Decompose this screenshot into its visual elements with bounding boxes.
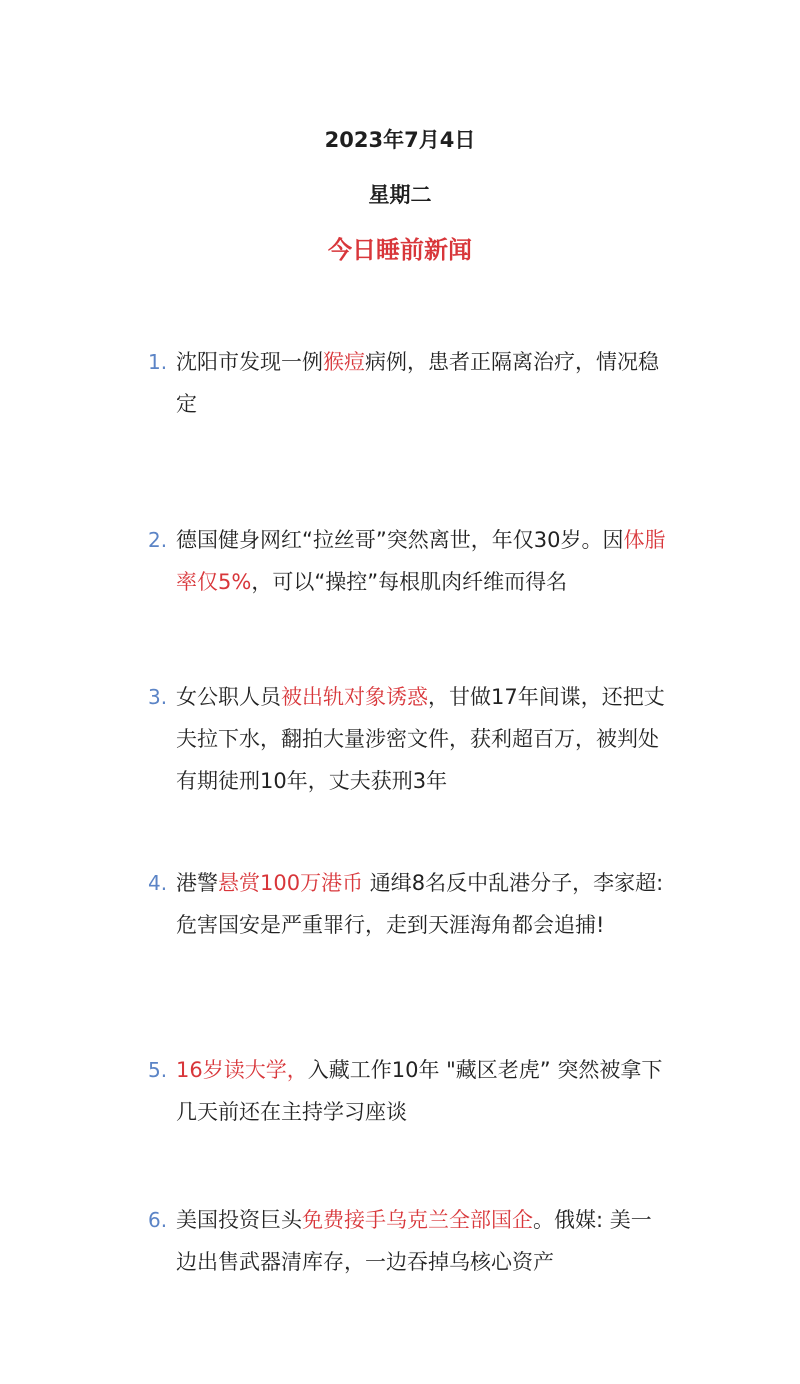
- news-number: 5.: [148, 1058, 168, 1082]
- news-text-segment: 美国投资巨头: [176, 1208, 302, 1232]
- weekday-heading: 星期二: [368, 183, 432, 207]
- news-number: 1.: [148, 350, 168, 374]
- news-number: 4.: [148, 871, 168, 895]
- news-highlight: 被出轨对象诱惑: [281, 685, 428, 709]
- news-text-segment: 。俄媒: 美一边出售武器清库存，一边吞掉乌核心资产: [176, 1208, 652, 1274]
- news-text-segment: 女公职人员: [176, 685, 281, 709]
- news-highlight: 体脂率仅5%: [176, 528, 666, 594]
- news-text: [176, 519, 668, 603]
- news-text: [176, 1199, 668, 1283]
- news-item-1: [148, 341, 668, 425]
- news-number: 6.: [148, 1208, 168, 1232]
- news-text-segment: 沈阳市发现一例: [176, 350, 323, 374]
- page-title: 今日睡前新闻: [328, 236, 472, 264]
- news-number: 3.: [148, 685, 168, 709]
- news-text-segment: ，可以“操控”每根肌肉纤维而得名: [251, 570, 568, 594]
- news-text-segment: ，甘做17年间谍，还把丈夫拉下水，翻拍大量涉密文件，获利超百万，被判处有期徒刑10年，丈夫获刑3年: [176, 685, 665, 793]
- news-item-5: [148, 1049, 668, 1133]
- news-item-4: [148, 862, 668, 946]
- news-text-segment: 德国健身网红“拉丝哥”突然离世，年仅30岁。因: [176, 528, 624, 552]
- news-item-2: [148, 519, 668, 603]
- news-text: [176, 676, 668, 802]
- news-text: [176, 1049, 668, 1133]
- news-highlight: 16岁读大学，: [176, 1058, 308, 1082]
- news-number: 2.: [148, 528, 168, 552]
- news-item-6: [148, 1199, 668, 1283]
- news-highlight: 猴痘: [323, 350, 365, 374]
- news-text-segment: 病例，患者正隔离治疗，情况稳定: [176, 350, 659, 416]
- news-item-3: [148, 676, 668, 802]
- date-heading: 2023年7月4日: [324, 128, 476, 152]
- news-text: [176, 341, 668, 425]
- news-text-segment: 入藏工作10年 "藏区老虎” 突然被拿下几天前还在主持学习座谈: [176, 1058, 663, 1124]
- news-highlight: 免费接手乌克兰全部国企: [302, 1208, 533, 1232]
- news-highlight: 悬赏100万港币: [218, 871, 364, 895]
- news-text-segment: 通缉8名反中乱港分子，李家超: 危害国安是严重罪行，走到天涯海角都会追捕!: [176, 871, 664, 937]
- news-text: [176, 862, 668, 946]
- news-text-segment: 港警: [176, 871, 218, 895]
